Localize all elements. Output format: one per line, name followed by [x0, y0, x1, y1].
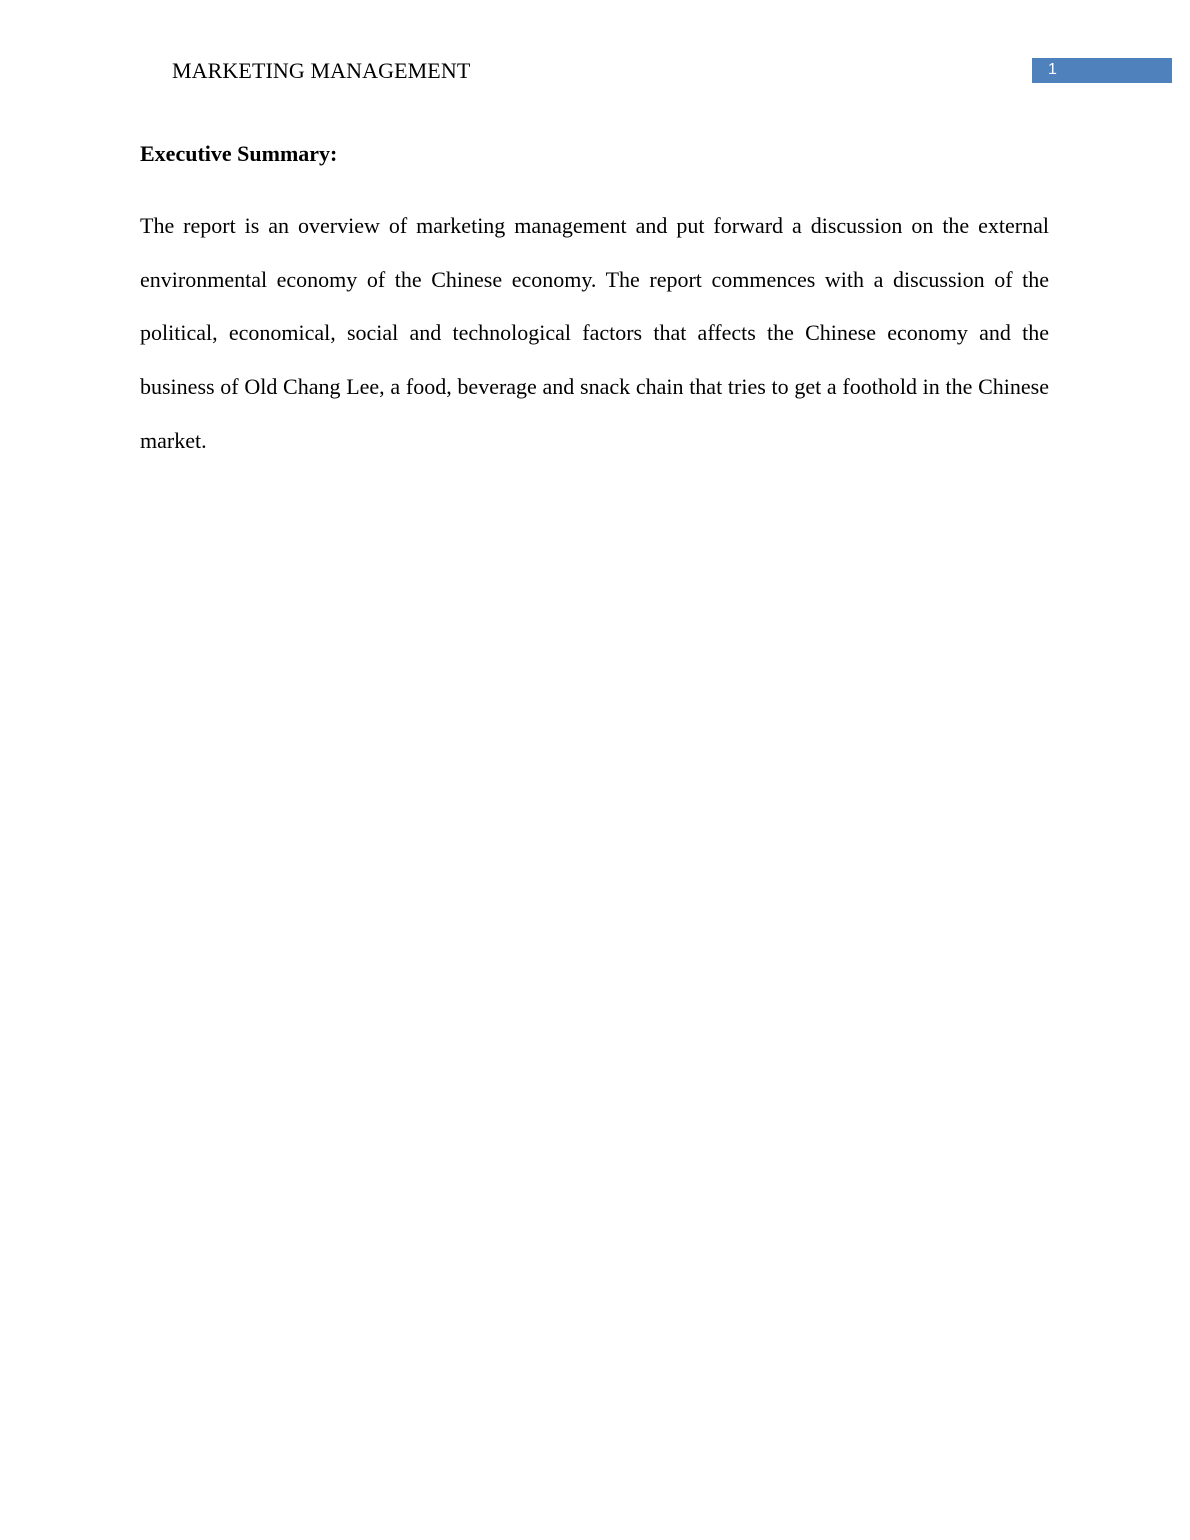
- page-number-badge: [1032, 58, 1172, 83]
- running-head: MARKETING MANAGEMENT: [172, 58, 471, 83]
- section-heading: Executive Summary:: [140, 141, 338, 166]
- body-paragraph: The report is an overview of marketing management and put forward a discussion on the external environmental economy of the Chinese economy. The report commences with a discussion of the political, economical, social and technological factors that affects the Chinese economy and the business of Old Chang Lee, a food, beverage and snack chain that tries to get a foothold in the Chinese market.: [140, 213, 1049, 453]
- page-number: 1: [1048, 61, 1057, 78]
